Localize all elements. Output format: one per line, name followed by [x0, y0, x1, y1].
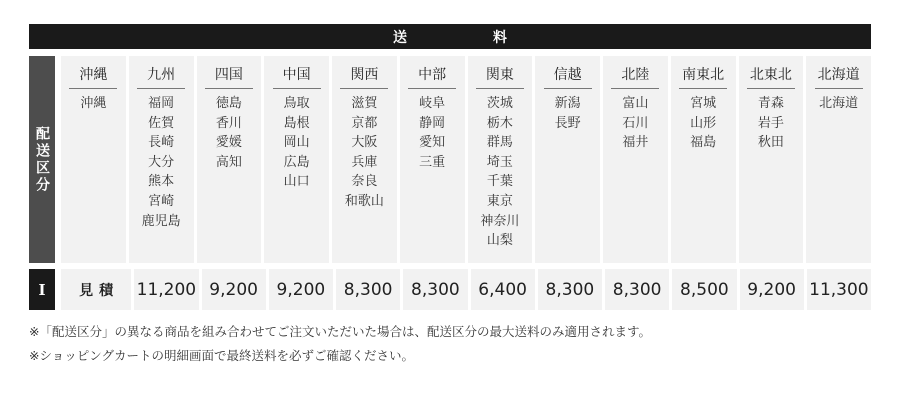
- prefecture-item: 静岡: [419, 115, 446, 131]
- region-name: 沖縄: [79, 67, 108, 83]
- region-divider: [476, 88, 524, 89]
- delivery-zone-label: [29, 56, 55, 263]
- prefecture-item: 長崎: [148, 135, 175, 151]
- prefecture-item: 山口: [283, 174, 310, 190]
- prefecture-list: [690, 94, 716, 153]
- price-cell: 8,300: [403, 269, 467, 310]
- region-column: [129, 56, 194, 263]
- prefecture-item: 宮城: [690, 96, 717, 111]
- prefecture-item: 茨城: [486, 96, 513, 111]
- price-cell: 8,300: [336, 269, 400, 310]
- prefecture-item: 徳島: [215, 96, 242, 111]
- prefecture-item: 山形: [690, 115, 717, 131]
- prefecture-item: 奈良: [351, 174, 378, 190]
- prefecture-item: 石川: [622, 115, 649, 131]
- region-name: 北海道: [817, 67, 860, 83]
- price-cell: 8,300: [605, 269, 669, 310]
- prefecture-item: 東京: [486, 193, 513, 209]
- region-column: [61, 56, 126, 263]
- region-divider: [747, 88, 795, 89]
- shipping-title: 送 料: [393, 29, 543, 46]
- price-cell: 9,200: [269, 269, 333, 310]
- prefecture-item: 沖縄: [80, 96, 107, 111]
- region-divider: [679, 88, 727, 89]
- prefecture-list: [819, 94, 858, 114]
- prefecture-item: 福島: [690, 135, 717, 151]
- shipping-title-bar: [29, 24, 871, 49]
- prefecture-list: [758, 94, 784, 153]
- prefecture-list: [480, 94, 519, 251]
- region-divider: [544, 88, 592, 89]
- region-column: [603, 56, 668, 263]
- prefecture-item: 滋賀: [351, 96, 378, 111]
- region-column: [400, 56, 465, 263]
- note-mixed-zones: ※「配送区分」の異なる商品を組み合わせてご注文いただいた場合は、配送区分の最大送料のみ適用されます。: [29, 324, 651, 339]
- prefecture-item: 香川: [215, 115, 242, 131]
- price-cell: 8,500: [672, 269, 736, 310]
- region-divider: [205, 88, 253, 89]
- region-name: 関東: [485, 67, 514, 83]
- prefecture-item: 三重: [419, 154, 446, 170]
- prefecture-item: 兵庫: [351, 154, 378, 170]
- region-name: 九州: [147, 67, 176, 83]
- prefecture-list: [555, 94, 581, 133]
- prefecture-list: [284, 94, 310, 192]
- prefecture-item: 大分: [148, 154, 175, 170]
- region-column: [739, 56, 804, 263]
- price-cell: 11,300: [807, 269, 871, 310]
- prefecture-item: 福岡: [148, 96, 175, 111]
- row-label-text: I: [38, 280, 46, 299]
- prefecture-item: 京都: [351, 115, 378, 131]
- price-cell: 8,300: [538, 269, 602, 310]
- region-divider: [273, 88, 321, 89]
- region-divider: [611, 88, 659, 89]
- prefecture-item: 青森: [757, 96, 784, 111]
- prefecture-item: 栃木: [486, 115, 513, 131]
- price-label: 見積: [61, 269, 131, 310]
- prefecture-item: 熊本: [148, 174, 175, 190]
- region-name: 中国: [282, 67, 311, 83]
- prefecture-item: 大阪: [351, 135, 378, 151]
- prefecture-item: 山梨: [486, 233, 513, 249]
- prefecture-item: 岡山: [283, 135, 310, 151]
- region-name: 南東北: [682, 67, 725, 83]
- prefecture-item: 千葉: [486, 174, 513, 190]
- price-row: [61, 269, 871, 310]
- region-columns: [61, 56, 871, 263]
- prefecture-item: 和歌山: [344, 193, 384, 209]
- price-cell: 6,400: [471, 269, 535, 310]
- price-cell: 9,200: [740, 269, 804, 310]
- delivery-zone-label-text: 配送区分: [34, 125, 50, 194]
- prefecture-item: 福井: [622, 135, 649, 151]
- prefecture-item: 宮崎: [148, 193, 175, 209]
- prefecture-item: 愛知: [419, 135, 446, 151]
- region-name: 中部: [418, 67, 447, 83]
- region-name: 信越: [553, 67, 582, 83]
- region-column: [468, 56, 533, 263]
- prefecture-item: 鹿児島: [141, 213, 181, 229]
- region-name: 北東北: [749, 67, 792, 83]
- prefecture-item: 岩手: [757, 115, 784, 131]
- region-name: 四国: [214, 67, 243, 83]
- prefecture-item: 群馬: [486, 135, 513, 151]
- region-column: [332, 56, 397, 263]
- region-column: [671, 56, 736, 263]
- prefecture-list: [80, 94, 106, 114]
- prefecture-item: 埼玉: [486, 154, 513, 170]
- region-column: [197, 56, 262, 263]
- region-divider: [340, 88, 388, 89]
- prefecture-item: 富山: [622, 96, 649, 111]
- region-divider: [408, 88, 456, 89]
- prefecture-item: 岐阜: [419, 96, 446, 111]
- region-column: [806, 56, 871, 263]
- note-check-cart: ※ショッピングカートの明細画面で最終送料を必ずご確認ください。: [29, 348, 414, 363]
- region-name: 北陸: [621, 67, 650, 83]
- region-divider: [815, 88, 863, 89]
- price-cell: 11,200: [134, 269, 198, 310]
- region-divider: [69, 88, 117, 89]
- prefecture-item: 北海道: [819, 96, 859, 111]
- prefecture-item: 愛媛: [215, 135, 242, 151]
- prefecture-item: 広島: [283, 154, 310, 170]
- prefecture-item: 鳥取: [283, 96, 310, 111]
- prefecture-item: 新潟: [554, 96, 581, 111]
- prefecture-list: [622, 94, 648, 153]
- prefecture-item: 島根: [283, 115, 310, 131]
- prefecture-item: 佐賀: [148, 115, 175, 131]
- prefecture-list: [345, 94, 384, 212]
- region-divider: [137, 88, 185, 89]
- row-label: [29, 269, 55, 310]
- prefecture-item: 高知: [215, 154, 242, 170]
- prefecture-item: 秋田: [757, 135, 784, 151]
- prefecture-list: [419, 94, 445, 172]
- prefecture-list: [142, 94, 181, 231]
- region-name: 関西: [350, 67, 379, 83]
- region-column: [264, 56, 329, 263]
- prefecture-item: 神奈川: [480, 213, 520, 229]
- prefecture-list: [216, 94, 242, 172]
- price-cell: 9,200: [202, 269, 266, 310]
- region-column: [535, 56, 600, 263]
- prefecture-item: 長野: [554, 115, 581, 131]
